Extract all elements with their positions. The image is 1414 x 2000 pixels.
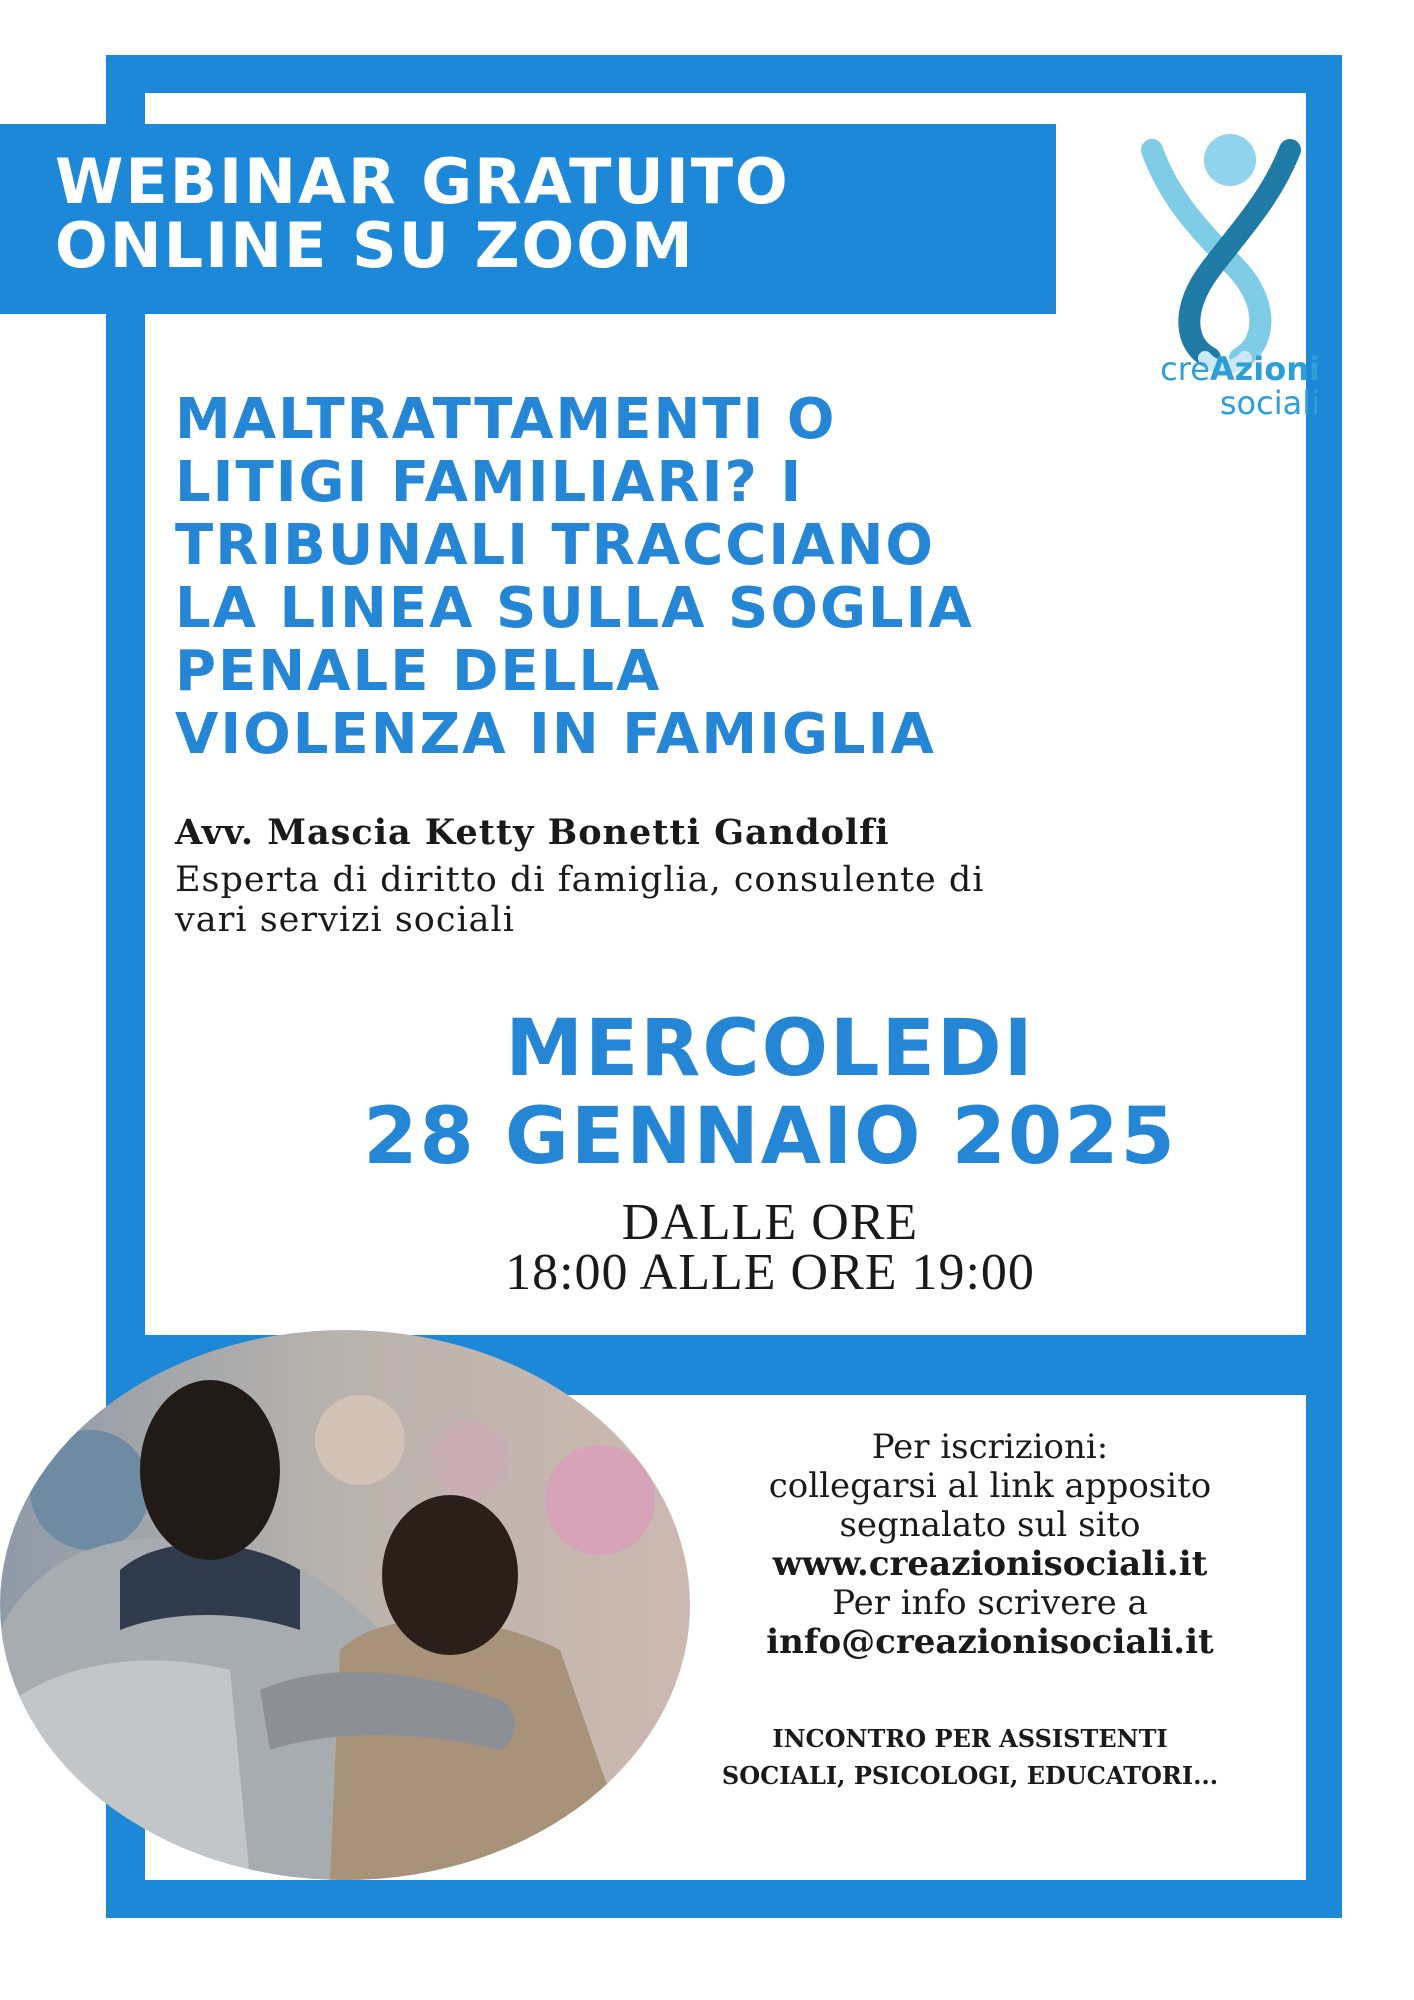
event-time <box>380 1194 1160 1301</box>
email-link[interactable]: info@creazionisociali.it <box>766 1622 1214 1662</box>
title-line: VIOLENZA IN FAMIGLIA <box>175 702 936 767</box>
contact-line-3: segnalato sul sito <box>839 1505 1141 1545</box>
title-line: LA LINEA SULLA SOGLIA <box>175 576 974 641</box>
speaker-description <box>175 860 1285 940</box>
title-line: TRIBUNALI TRACCIANO <box>175 513 936 578</box>
banner-line-1: WEBINAR GRATUITO <box>55 145 790 218</box>
time-line-1: DALLE ORE <box>621 1194 919 1251</box>
contact-info <box>680 1428 1300 1662</box>
audience-line-1: INCONTRO PER ASSISTENTI <box>772 1724 1168 1753</box>
speaker-name: Avv. Mascia Ketty Bonetti Gandolfi <box>175 812 890 853</box>
logo-word-part1: cre <box>1160 350 1210 388</box>
main-title <box>175 388 1175 766</box>
banner-line-2: ONLINE SU ZOOM <box>55 209 695 282</box>
website-link[interactable]: www.creazionisociali.it <box>772 1544 1208 1584</box>
event-day: MERCOLEDI <box>505 1004 1035 1094</box>
title-line: PENALE DELLA <box>175 639 662 704</box>
contact-line-1: Per iscrizioni: <box>871 1427 1109 1467</box>
audience-note <box>640 1720 1300 1794</box>
speaker-desc-line-1: Esperta di diritto di famiglia, consulente di <box>175 860 985 900</box>
logo-word-part2: Azioni <box>1209 350 1320 388</box>
contact-line-2: collegarsi al link apposito <box>768 1466 1212 1506</box>
contact-line-5: Per info scrivere a <box>832 1583 1148 1623</box>
webinar-banner-text <box>55 145 1045 282</box>
time-line-2: 18:00 ALLE ORE 19:00 <box>505 1244 1035 1301</box>
speaker-desc-line-2: vari servizi sociali <box>175 900 515 940</box>
event-photo <box>0 1330 690 1880</box>
logo-word-line2: sociali <box>1219 384 1320 422</box>
event-date <box>280 1005 1260 1181</box>
audience-line-2: SOCIALI, PSICOLOGI, EDUCATORI... <box>721 1761 1219 1790</box>
event-full-date: 28 GENNAIO 2025 <box>363 1092 1177 1182</box>
title-line: MALTRATTAMENTI O <box>175 387 837 452</box>
title-line: LITIGI FAMILIARI? I <box>175 450 804 515</box>
